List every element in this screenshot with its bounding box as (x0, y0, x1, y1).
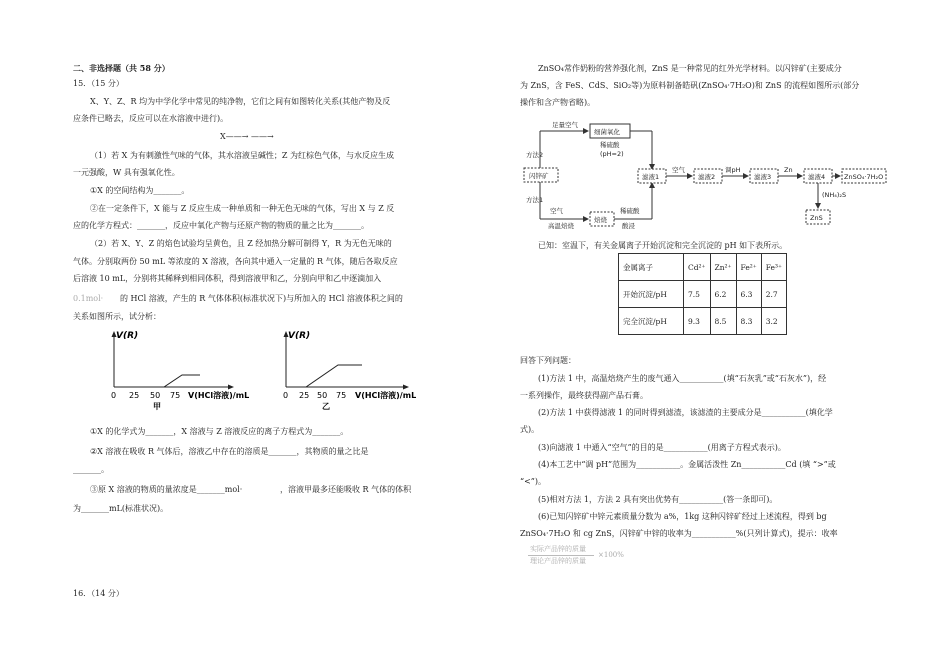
ammonium-sulfide-label: (NH₄)₂S (822, 191, 847, 199)
air-top-label: 足量空气 (552, 121, 578, 129)
table-header-cell: Zn²⁺ (710, 254, 736, 281)
jia-tick-25: 25 (129, 391, 140, 400)
hcl-graphs (100, 325, 470, 415)
known-note: 已知：室温下，有关金属离子开始沉淀和完全沉淀的 pH 如下表所示。 (538, 241, 788, 250)
part2-question2-line2: _______。 (73, 465, 109, 474)
question-15-number: 15．（15 分） (73, 79, 124, 88)
part2-question2-line1: ②X 溶液在吸收 R 气体后，溶液乙中存在的溶质是_______，其物质的量之比是 (90, 447, 369, 456)
table-cell: 3.2 (761, 308, 786, 335)
roast-box-label: 焙烧 (594, 216, 607, 224)
yield-formula-numerator: 实际产品锌的质量 (530, 545, 586, 553)
q15-intro-line1: X、Y、Z、R 均为中学化学中常见的纯净物，它们之间有如图转化关系(其他产物及反 (90, 97, 391, 106)
q16-6-line1: (6)已知闪锌矿中锌元素质量分数为 a%，1kg 这种闪锌矿经过上述流程，得到 bg (538, 512, 827, 521)
jia-tick-50: 50 (150, 391, 161, 400)
adjust-ph-label: 调pH (725, 166, 741, 174)
part2-question1: ①X 的化学式为_______，X 溶液与 Z 溶液反应的离子方程式为_______。 (90, 427, 349, 436)
table-header-cell: Fe²⁺ (736, 254, 761, 281)
table-cell: 7.5 (684, 281, 711, 308)
yi-caption: 乙 (322, 402, 330, 411)
yi-tick-50: 50 (317, 391, 328, 400)
table-cell: 6.2 (710, 281, 736, 308)
question-16-number: 16．（14 分） (73, 589, 124, 598)
yi-tick-75: 75 (336, 391, 347, 400)
table-header-cell: Cd²⁺ (684, 254, 711, 281)
zinc-label: Zn (784, 166, 793, 174)
table-row (619, 281, 787, 308)
q15-intro-line2: 应条件已略去，反应可以在水溶液中进行)。 (73, 114, 229, 123)
q16-intro-line2: 为 ZnS，含 FeS、CdS、SiO₂等)为原料制备皓矾(ZnSO₄·7H₂O)和 ZnS 的流程如图所示(部分 (520, 81, 860, 90)
precipitation-ph-table (618, 253, 787, 335)
table-cell: 6.3 (736, 281, 761, 308)
table-row (619, 308, 787, 335)
jia-xlabel: V(HCl溶液)/mL (188, 391, 250, 400)
q16-4-line2: “<”)。 (520, 477, 547, 486)
table-cell: 8.3 (736, 308, 761, 335)
q16-intro-line3: 操作和含产物省略)。 (520, 98, 596, 107)
part1-question2-line2: 应的化学方程式：_______，反应中氧化产物与还原产物的物质的量之比为_______。 (73, 221, 369, 230)
yi-tick-25: 25 (299, 391, 310, 400)
oxidize-label: 细菌氧化 (594, 128, 620, 136)
air-bottom-label: 空气 (550, 207, 563, 215)
part2-question3-line2: 为_______mL(标准状况)。 (73, 504, 169, 513)
method1-label: 方法1 (526, 196, 544, 204)
jia-tick-75: 75 (170, 391, 181, 400)
table-row-label: 开始沉淀/pH (619, 281, 684, 308)
air-mid-label: 空气 (672, 166, 685, 174)
graph-jia (111, 331, 249, 411)
table-header-row (619, 254, 787, 281)
q16-6-line2: ZnSO₄·7H₂O 和 cg ZnS，闪锌矿中锌的收率为___________%(只列计算式)，提示：收率 (520, 529, 838, 538)
q16-1-line2: 一系列操作，最终获得副产品石膏。 (520, 391, 648, 400)
roast-label: 高温焙烧 (548, 222, 574, 230)
q16-2-line1: (2)方法 1 中获得滤液 1 的同时得到滤渣，该滤渣的主要成分是___________(填化学 (538, 408, 833, 417)
part1-line1: （1）若 X 为有刺激性气味的气体，其水溶液呈碱性；Z 为红棕色气体，与水反应生成 (90, 151, 394, 160)
filtrate4-label: 滤液4 (808, 173, 826, 181)
acid-top-label2: (pH=2) (600, 150, 624, 158)
jia-ylabel: V(R) (116, 331, 139, 341)
table-header-cell: Fe³⁺ (761, 254, 786, 281)
product-zinc-sulfate-label: ZnSO₄·7H₂O (844, 173, 884, 181)
q16-5: (5)相对方法 1，方法 2 具有突出优势有___________(答一条即可)。 (538, 495, 778, 504)
part2-line4: 的 HCl 溶液，产生的 R 气体体积(标准状况下)与所加入的 HCl 溶液体积之间的 (120, 294, 403, 303)
q16-3: (3)向滤液 1 中通入“空气”的目的是___________(用离子方程式表示)。 (538, 443, 786, 452)
acid-bottom-label1: 稀硫酸 (620, 207, 640, 215)
ore-label: 闪锌矿 (529, 172, 549, 180)
yi-tick-0: 0 (283, 391, 289, 400)
part2-line3: 后溶液 10 mL，分别将其稀释到相同体积，得到溶液甲和乙，分别向甲和乙中逐滴加入 (73, 274, 382, 283)
table-header-cell: 金属离子 (619, 254, 684, 281)
filtrate1-label: 滤液1 (642, 173, 660, 181)
acid-top-label1: 稀硫酸 (600, 141, 620, 149)
table-row-label: 完全沉淀/pH (619, 308, 684, 335)
part1-question2-line1: ②在一定条件下，X 能与 Z 反应生成一种单质和一种无色无味的气体，写出 X 与 Z 反 (90, 204, 395, 213)
answer-prompt: 回答下列问题： (520, 356, 576, 365)
acid-bottom-label2: 酸浸 (622, 222, 635, 230)
q16-4-line1: (4)本工艺中“调 pH”范围为___________。金属活泼性 Zn___________Cd (填 “>”或 (538, 460, 836, 469)
conversion-scheme: X——→ ——→ (220, 132, 274, 141)
filtrate3-label: 滤液3 (754, 173, 772, 181)
part2-question3-line1: ③原 X 溶液的物质的量浓度是_______mol· (90, 485, 243, 494)
jia-caption: 甲 (153, 402, 161, 411)
part1-line2: 一元强酸，W 具有强氧化性。 (73, 168, 180, 177)
section-title: 二、非选择题（共 58 分） (73, 63, 170, 73)
part2-line2: 气体。分别取两份 50 mL 等浓度的 X 溶液，各向其中通入一定量的 R 气体，随后各取反应 (73, 257, 398, 266)
q16-1-line1: (1)方法 1 中，高温焙烧产生的废气通入___________(填“石灰乳”或“石灰水”)，经 (538, 374, 827, 383)
part1-question1: ①X 的空间结构为_______。 (90, 186, 190, 195)
filtrate2-label: 滤液2 (698, 173, 716, 181)
part2-line1: （2）若 X、Y、Z 的焰色试验均呈黄色，且 Z 经加热分解可制得 Y，R 为无色无味的 (90, 239, 392, 248)
product-zns-label: ZnS (810, 214, 823, 222)
q16-2-line2: 式)。 (520, 425, 540, 434)
graph-yi (283, 331, 416, 411)
jia-tick-0: 0 (111, 391, 117, 400)
yi-ylabel: V(R) (288, 331, 311, 341)
process-flowchart (520, 115, 890, 230)
table-cell: 2.7 (761, 281, 786, 308)
part2-line5: 关系如图所示，试分析： (73, 312, 161, 321)
part2-question3-line1-tail: ，溶液甲最多还能吸收 R 气体的体积 (280, 485, 412, 494)
yield-formula-denominator: 理论产品锌的质量 (530, 557, 586, 565)
yi-xlabel: V(HCl溶液)/mL (355, 391, 417, 400)
yield-formula-tail: ×100% (598, 551, 624, 559)
hcl-concentration: 0.1mol· (73, 294, 104, 303)
method2-label: 方法2 (526, 151, 544, 159)
table-cell: 8.5 (710, 308, 736, 335)
table-cell: 9.3 (684, 308, 711, 335)
q16-intro-line1: ZnSO₄常作奶粉的营养强化剂，ZnS 是一种常见的红外光学材料。以闪锌矿(主要成分 (538, 64, 842, 73)
